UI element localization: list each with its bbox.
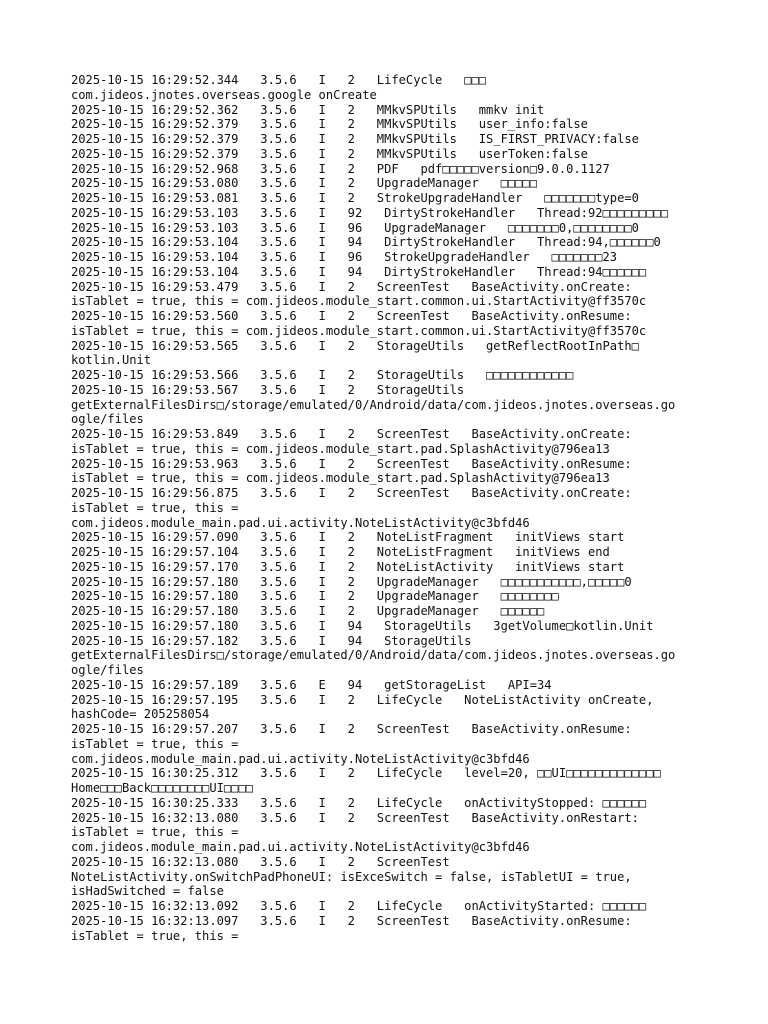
log-line: 2025-10-15 16:30:25.312 3.5.6 I 2 LifeCycle level=20, □□UI□□□□□□□□□□□□□: [71, 766, 661, 781]
log-line: 2025-10-15 16:29:53.081 3.5.6 I 2 StrokeUpgradeHandler □□□□□□□type=0: [71, 191, 639, 205]
log-line: 2025-10-15 16:29:53.560 3.5.6 I 2 ScreenTest BaseActivity.onResume:: [71, 309, 632, 323]
log-line: isTablet = true, this = com.jideos.module_start.common.ui.StartActivity@ff3570c: [71, 294, 647, 309]
log-line: com.jideos.module_main.pad.ui.activity.NoteListActivity@c3bfd46: [71, 840, 530, 854]
log-line: NoteListActivity.onSwitchPadPhoneUI: isExceSwitch = false, isTabletUI = true,: [71, 869, 632, 884]
log-line: isTablet = true, this =: [71, 500, 239, 515]
log-line: com.jideos.module_main.pad.ui.activity.NoteListActivity@c3bfd46: [71, 515, 530, 530]
log-line: 2025-10-15 16:29:57.104 3.5.6 I 2 NoteListFragment initViews end: [71, 545, 610, 559]
log-line: 2025-10-15 16:29:53.849 3.5.6 I 2 ScreenTest BaseActivity.onCreate:: [71, 427, 632, 441]
log-line: 2025-10-15 16:29:52.968 3.5.6 I 2 PDF pdf□□□□□version□9.0.0.1127: [71, 161, 610, 176]
log-line: 2025-10-15 16:29:53.104 3.5.6 I 96 StrokeUpgradeHandler □□□□□□□23: [71, 250, 618, 264]
log-line: getExternalFilesDirs□/storage/emulated/0/Android/data/com.jideos.jnotes.overseas.go: [71, 648, 676, 663]
log-line: ogle/files: [71, 412, 144, 427]
log-line: 2025-10-15 16:29:53.080 3.5.6 I 2 UpgradeManager □□□□□: [71, 176, 537, 191]
log-line: isTablet = true, this =: [71, 825, 239, 840]
log-line: 2025-10-15 16:29:52.379 3.5.6 I 2 MMkvSPUtils IS_FIRST_PRIVACY:false: [71, 132, 639, 146]
log-line: getExternalFilesDirs□/storage/emulated/0/Android/data/com.jideos.jnotes.overseas.go: [71, 397, 676, 412]
log-line: 2025-10-15 16:29:56.875 3.5.6 I 2 ScreenTest BaseActivity.onCreate:: [71, 486, 632, 500]
log-line: 2025-10-15 16:29:57.090 3.5.6 I 2 NoteListFragment initViews start: [71, 530, 625, 545]
log-line: 2025-10-15 16:29:57.180 3.5.6 I 2 UpgradeManager □□□□□□□□□□□,□□□□□0: [71, 574, 632, 589]
log-line: isHadSwitched = false: [71, 884, 224, 899]
log-line: Home□□□Back□□□□□□□□UI□□□□: [71, 781, 254, 795]
log-line: kotlin.Unit: [71, 353, 152, 368]
log-line: 2025-10-15 16:29:52.344 3.5.6 I 2 LifeCycle □□□: [71, 73, 487, 87]
log-line: 2025-10-15 16:29:57.189 3.5.6 E 94 getStorageList API=34: [71, 677, 552, 692]
log-line: 2025-10-15 16:29:53.479 3.5.6 I 2 ScreenTest BaseActivity.onCreate:: [71, 279, 632, 294]
log-line: 2025-10-15 16:32:13.080 3.5.6 I 2 ScreenTest BaseActivity.onRestart:: [71, 810, 639, 825]
log-line: 2025-10-15 16:30:25.333 3.5.6 I 2 LifeCycle onActivityStopped: □□□□□□: [71, 795, 647, 810]
log-line: 2025-10-15 16:29:53.963 3.5.6 I 2 ScreenTest BaseActivity.onResume:: [71, 456, 632, 471]
log-line: isTablet = true, this =: [71, 928, 239, 943]
log-line: 2025-10-15 16:29:57.182 3.5.6 I 94 StorageUtils: [71, 633, 472, 648]
log-line: 2025-10-15 16:29:57.180 3.5.6 I 94 StorageUtils 3getVolume□kotlin.Unit: [71, 618, 654, 633]
log-line: com.jideos.module_main.pad.ui.activity.NoteListActivity@c3bfd46: [71, 751, 530, 766]
log-line: 2025-10-15 16:29:57.170 3.5.6 I 2 NoteListActivity initViews start: [71, 559, 625, 574]
log-line: 2025-10-15 16:29:52.379 3.5.6 I 2 MMkvSPUtils userToken:false: [71, 146, 588, 161]
log-line: 2025-10-15 16:29:57.180 3.5.6 I 2 UpgradeManager □□□□□□□□: [71, 589, 559, 604]
log-line: isTablet = true, this = com.jideos.module_start.common.ui.StartActivity@ff3570c: [71, 323, 647, 338]
log-line: 2025-10-15 16:32:13.092 3.5.6 I 2 LifeCycle onActivityStarted: □□□□□□: [71, 899, 647, 913]
log-line: 2025-10-15 16:29:53.104 3.5.6 I 94 DirtyStrokeHandler Thread:94,□□□□□□0: [71, 235, 661, 250]
log-line: isTablet = true, this = com.jideos.module_start.pad.SplashActivity@796ea13: [71, 441, 610, 456]
log-line: 2025-10-15 16:29:53.567 3.5.6 I 2 StorageUtils: [71, 382, 465, 397]
log-line: 2025-10-15 16:29:53.104 3.5.6 I 94 DirtyStrokeHandler Thread:94□□□□□□: [71, 264, 647, 279]
log-line: 2025-10-15 16:29:53.566 3.5.6 I 2 StorageUtils □□□□□□□□□□□□: [71, 368, 574, 382]
log-line: isTablet = true, this = com.jideos.module_start.pad.SplashActivity@796ea13: [71, 471, 610, 486]
log-line: isTablet = true, this =: [71, 736, 239, 751]
log-line: 2025-10-15 16:29:52.379 3.5.6 I 2 MMkvSPUtils user_info:false: [71, 117, 588, 132]
log-line: 2025-10-15 16:29:57.195 3.5.6 I 2 LifeCycle NoteListActivity onCreate,: [71, 692, 654, 707]
log-line: 2025-10-15 16:29:57.180 3.5.6 I 2 UpgradeManager □□□□□□: [71, 604, 545, 618]
log-line: 2025-10-15 16:29:53.103 3.5.6 I 92 DirtyStrokeHandler Thread:92□□□□□□□□□: [71, 205, 669, 220]
log-line: 2025-10-15 16:29:57.207 3.5.6 I 2 ScreenTest BaseActivity.onResume:: [71, 722, 632, 736]
log-line: 2025-10-15 16:29:53.103 3.5.6 I 96 UpgradeManager □□□□□□□0,□□□□□□□□0: [71, 220, 639, 235]
log-line: hashCode= 205258054: [71, 707, 210, 722]
log-text-block: [71, 73, 703, 943]
log-line: com.jideos.jnotes.overseas.google onCreate: [71, 87, 377, 102]
log-line: 2025-10-15 16:32:13.080 3.5.6 I 2 ScreenTest: [71, 854, 450, 869]
log-line: 2025-10-15 16:29:52.362 3.5.6 I 2 MMkvSPUtils mmkv init: [71, 102, 545, 117]
log-line: ogle/files: [71, 663, 144, 677]
log-line: 2025-10-15 16:32:13.097 3.5.6 I 2 ScreenTest BaseActivity.onResume:: [71, 913, 632, 928]
log-line: 2025-10-15 16:29:53.565 3.5.6 I 2 StorageUtils getReflectRootInPath□: [71, 338, 639, 353]
